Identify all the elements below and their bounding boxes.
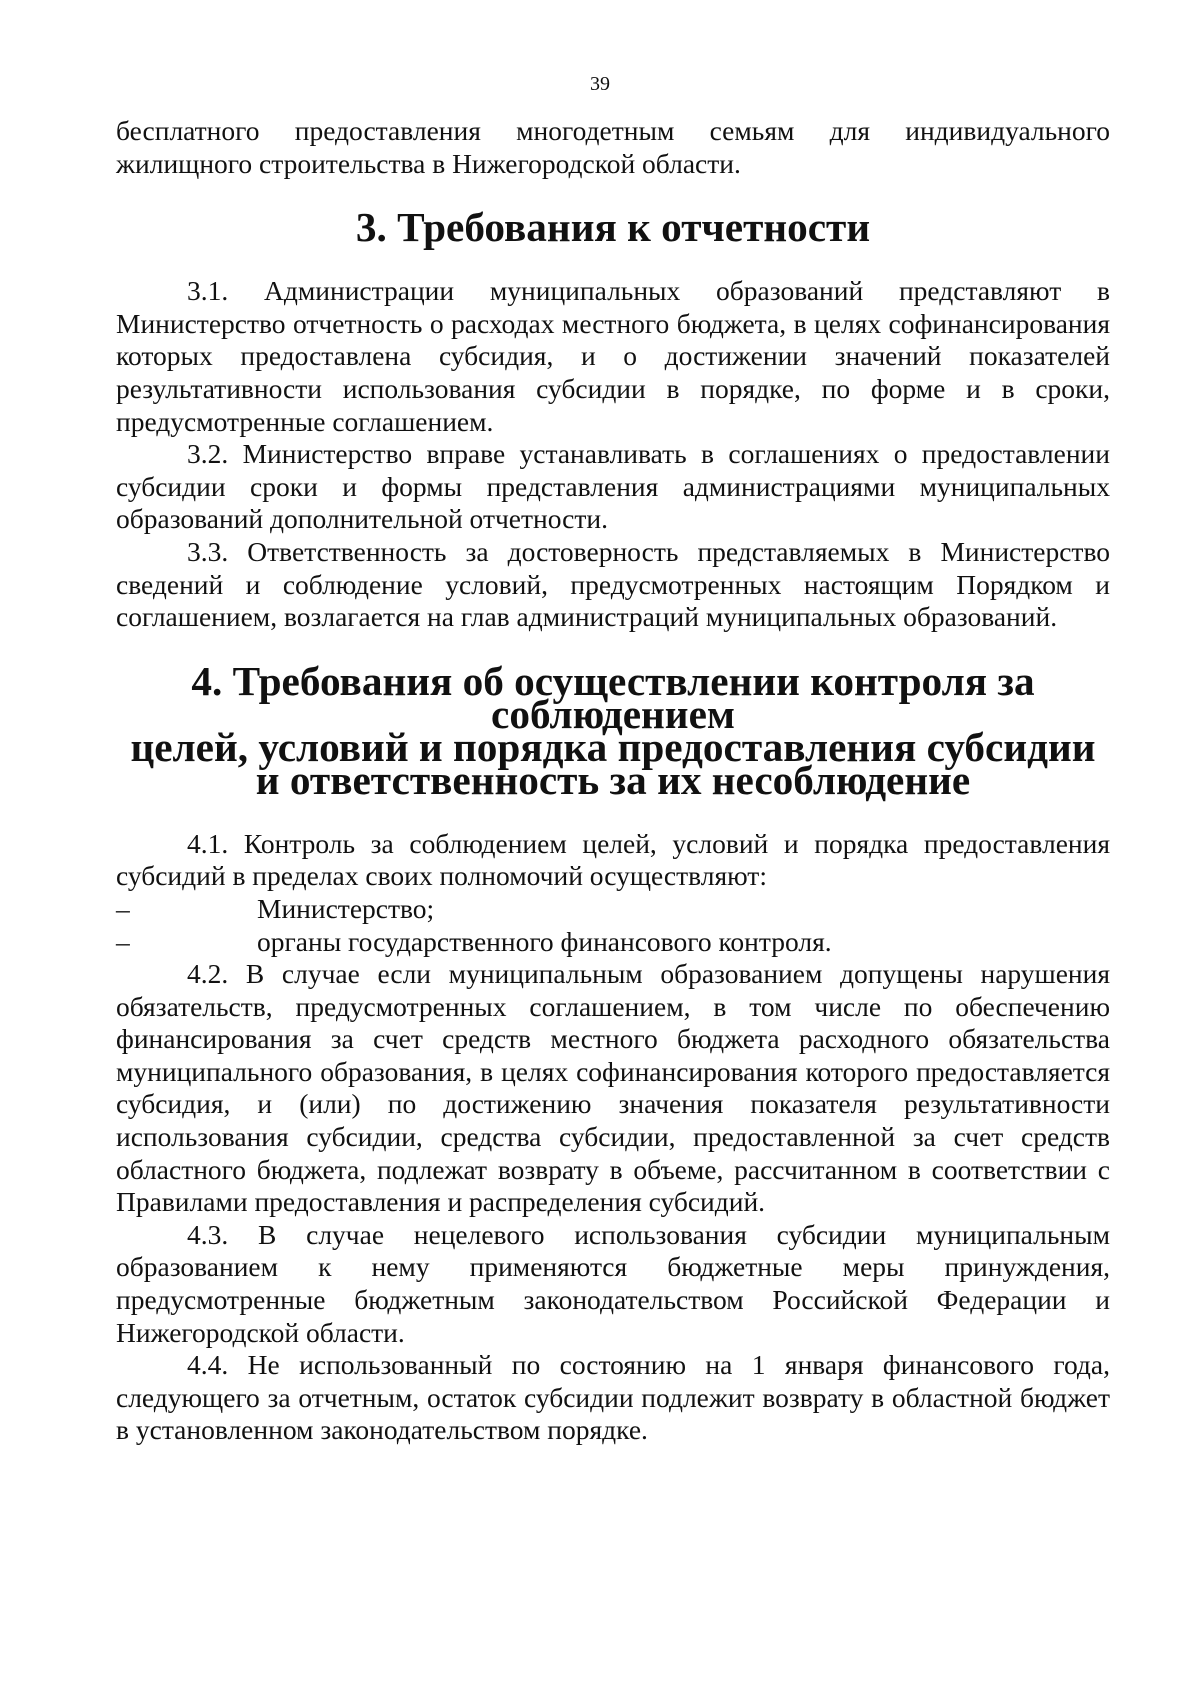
list-item-text: Министерство; [257, 892, 435, 924]
paragraph-4-4: 4.4. Не использованный по состоянию на 1 января финансового года, следующего за отчетным, остаток субсидии подлежит возврату в областной бюджет в установленном законодательством порядке. [116, 1349, 1110, 1446]
section-4-heading-line: и ответственность за их несоблюдение [255, 756, 971, 803]
paragraph-3-1: 3.1. Администрации муниципальных образований представляют в Министерство отчетность о расходах местного бюджета, в целях софинансирования которых предоставлена субсидия, и о достижении значений показателей результативности использования субсидии в порядке, по форме и в сроки, предусмотренные соглашением. [116, 275, 1110, 437]
section-3-heading: 3. Требования к отчетности [355, 204, 871, 251]
section-4-heading-line: 4. Требования об осуществлении контроля за соблюдением [191, 657, 1035, 737]
paragraph-4-2: 4.2. В случае если муниципальным образованием допущены нарушения обязательств, предусмотренных соглашением, в том числе по обеспечению финансирования за счет средств местного бюджета расходного обязательства муниципального образования, в целях софинансирования которого предоставляется субсидия, и (или) по достижению значения показателя результативности использования субсидии, средства субсидии, предоставленной за счет средств областного бюджета, подлежат возврату в объеме, рассчитанном в соответствии с Правилами предоставления и распределения субсидий. [116, 958, 1110, 1218]
document-body [116, 115, 1110, 1447]
list-item [116, 926, 1110, 959]
paragraph-3-2: 3.2. Министерство вправе устанавливать в соглашениях о предоставлении субсидии сроки и формы представления администрациями муниципальных образований дополнительной отчетности. [116, 438, 1110, 535]
page-number: 39 [590, 73, 610, 95]
section-4-heading [116, 657, 1110, 803]
intro-paragraph: бесплатного предоставления многодетным семьям для индивидуального жилищного строительства в Нижегородской области. [116, 115, 1110, 179]
list-item [116, 893, 1110, 926]
paragraph-3-3: 3.3. Ответственность за достоверность представляемых в Министерство сведений и соблюдение условий, предусмотренных настоящим Порядком и соглашением, возлагается на глав администраций муниципальных образований. [116, 535, 1110, 633]
paragraph-4-1: 4.1. Контроль за соблюдением целей, условий и порядка предоставления субсидий в пределах своих полномочий осуществляют: [116, 827, 1110, 892]
dash-marker: – [116, 892, 130, 924]
dash-marker: – [116, 925, 130, 957]
list-item-text: органы государственного финансового контроля. [257, 925, 832, 957]
paragraph-4-3: 4.3. В случае нецелевого использования субсидии муниципальным образованием к нему применяются бюджетные меры принуждения, предусмотренные бюджетным законодательством Российской Федерации и Нижегородской области. [116, 1218, 1110, 1348]
section-4-heading-line: целей, условий и порядка предоставления субсидии [130, 723, 1096, 770]
